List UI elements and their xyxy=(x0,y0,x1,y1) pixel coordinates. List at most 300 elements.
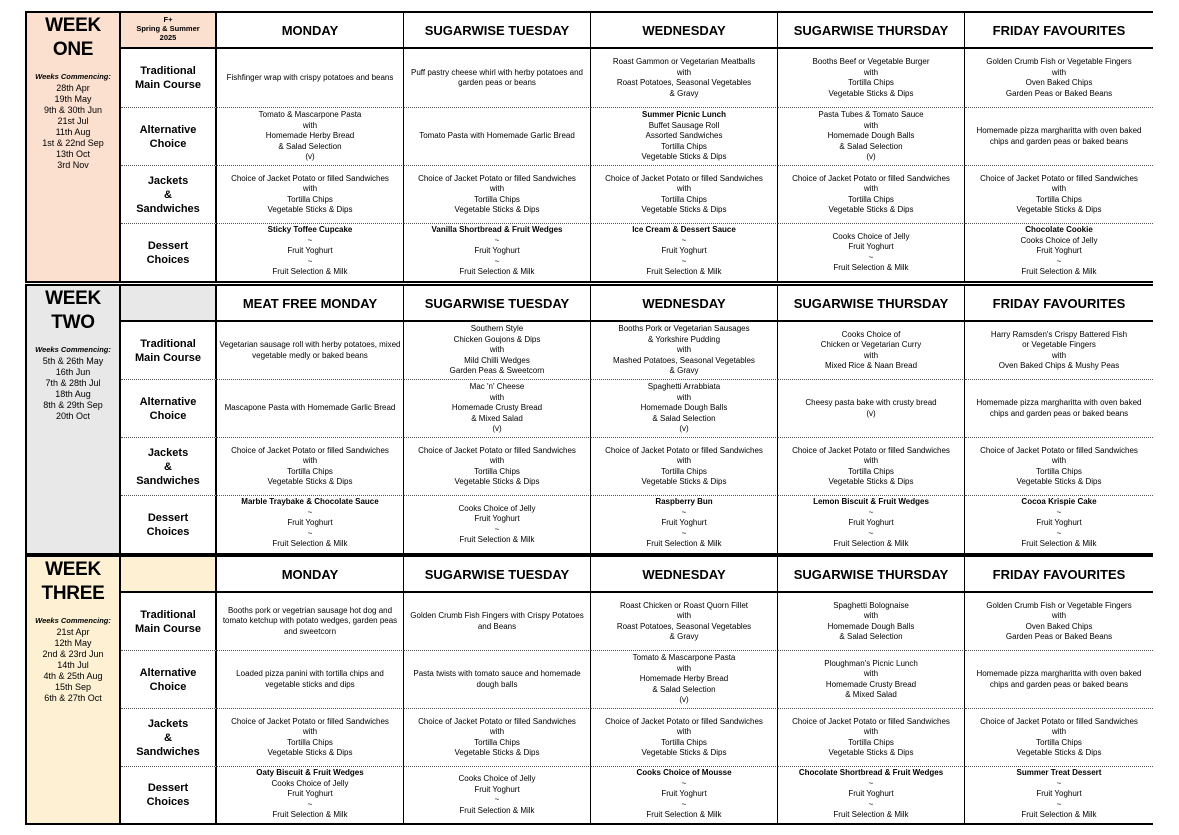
menu-line: Choice of Jacket Potato or filled Sandwiches xyxy=(980,716,1138,726)
menu-line: with xyxy=(863,67,879,77)
menu-cell xyxy=(217,438,404,496)
menu-line: Tomato & Mascarpone Pasta xyxy=(632,653,736,663)
menu-line: Tortilla Chips xyxy=(1036,466,1082,476)
menu-line: ~ xyxy=(681,235,687,245)
day-header: FRIDAY FAVOURITES xyxy=(965,557,1153,593)
menu-line: Mixed Rice & Naan Bread xyxy=(824,361,918,370)
menu-line: Loaded pizza panini with tortilla chips and vegetable sticks and dips xyxy=(236,669,384,689)
menu-line: Vegetable Sticks & Dips xyxy=(1016,748,1102,757)
menu-line: Cooks Choice of Jelly xyxy=(458,774,536,783)
menu-line: Chicken Goujons & Dips xyxy=(453,334,541,344)
menu-line: with xyxy=(1051,727,1067,736)
row-label-line: Sandwiches xyxy=(136,202,200,215)
menu-line: with xyxy=(302,120,318,130)
menu-cell xyxy=(965,593,1153,651)
menu-line: Pasta Tubes & Tomato Sauce xyxy=(818,110,924,120)
menu-line: (v) xyxy=(866,408,876,418)
weeks-commencing-label: Weeks Commencing: xyxy=(35,345,111,354)
menu-cell xyxy=(404,380,591,438)
menu-line: Pasta twists with tomato sauce and homemade dough balls xyxy=(413,669,581,689)
menu-line: Spaghetti Arrabbiata xyxy=(647,382,721,392)
menu-cell xyxy=(965,380,1153,438)
menu-line: ~ xyxy=(494,256,500,266)
menu-line: Fruit Yoghurt xyxy=(848,518,894,527)
menu-line: with xyxy=(863,456,879,465)
menu-line: Choice of Jacket Potato or filled Sandwiches xyxy=(418,716,576,726)
week-one-table xyxy=(25,11,1153,283)
menu-cell xyxy=(404,322,591,380)
menu-season-corner xyxy=(121,286,217,322)
menu-line: Tortilla Chips xyxy=(1036,737,1082,747)
menu-cell xyxy=(965,651,1153,709)
menu-line: Vegetarian sausage roll with herby potatoes, mixed vegetable medly or baked beans xyxy=(219,340,401,360)
commencing-dates xyxy=(27,356,119,422)
day-header: FRIDAY FAVOURITES xyxy=(965,286,1153,322)
menu-cell xyxy=(404,767,591,823)
menu-line: Ice Cream & Dessert Sauce xyxy=(632,225,736,234)
menu-line: Choice of Jacket Potato or filled Sandwiches xyxy=(980,173,1138,183)
day-header: SUGARWISE THURSDAY xyxy=(778,557,965,593)
menu-cell xyxy=(778,593,965,651)
menu-line: Homemade pizza margharitta with oven baked chips and garden peas or baked beans xyxy=(976,398,1142,418)
day-header: MEAT FREE MONDAY xyxy=(217,286,404,322)
menu-line: Vegetable Sticks & Dips xyxy=(1016,477,1102,486)
menu-line: Homemade Dough Balls xyxy=(640,403,728,413)
day-header: SUGARWISE TUESDAY xyxy=(404,13,591,49)
menu-line: Oven Baked Chips xyxy=(1025,621,1093,631)
menu-cell xyxy=(591,651,778,709)
season-label: 2025 xyxy=(159,33,177,42)
menu-cell xyxy=(778,108,965,166)
menu-line: Tortilla Chips xyxy=(661,194,707,204)
menu-line: Tortilla Chips xyxy=(661,141,707,151)
menu-line: Cooks Choice of Jelly xyxy=(271,778,349,788)
menu-line: Homemade Dough Balls xyxy=(827,621,915,631)
row-label xyxy=(121,767,217,823)
menu-line: Vegetable Sticks & Dips xyxy=(267,748,353,757)
menu-line: Fruit Selection & Milk xyxy=(459,805,535,815)
row-label-line: Dessert xyxy=(147,782,189,794)
menu-line: Fruit Selection & Milk xyxy=(833,539,909,548)
menu-line: Vegetable Sticks & Dips xyxy=(454,748,540,757)
commencing-date: 21st Apr xyxy=(56,627,90,637)
menu-line: Choice of Jacket Potato or filled Sandwiches xyxy=(605,445,763,455)
menu-cell xyxy=(965,496,1153,553)
menu-line: (v) xyxy=(679,424,689,434)
menu-line: with xyxy=(302,727,318,736)
menu-line: with xyxy=(1051,67,1067,77)
menu-line: Tortilla Chips xyxy=(848,737,894,747)
row-label-line: Choice xyxy=(149,680,187,693)
menu-line: Spaghetti Bolognaise xyxy=(833,600,909,610)
menu-cell xyxy=(591,767,778,823)
menu-cell xyxy=(217,593,404,651)
menu-line: Fruit Selection & Milk xyxy=(1021,267,1097,276)
menu-line: ~ xyxy=(681,507,687,517)
menu-cell xyxy=(778,322,965,380)
menu-line: ~ xyxy=(868,799,874,809)
menu-line: Vegetable Sticks & Dips xyxy=(828,205,914,214)
menu-line: Oven Baked Chips & Mushy Peas xyxy=(998,361,1120,370)
row-label xyxy=(121,322,217,380)
menu-line: Raspberry Bun xyxy=(655,497,713,506)
menu-cell xyxy=(404,496,591,553)
day-header: SUGARWISE TUESDAY xyxy=(404,557,591,593)
row-label-line: & xyxy=(164,460,172,473)
row-label-line: Jackets xyxy=(147,174,189,187)
menu-line: with xyxy=(676,727,692,736)
commencing-dates xyxy=(27,83,119,171)
commencing-date: 18th Aug xyxy=(55,389,91,399)
menu-cell xyxy=(778,709,965,767)
commencing-date: 16th Jun xyxy=(55,367,91,377)
menu-line: Tortilla Chips xyxy=(287,737,333,747)
menu-line: (v) xyxy=(866,152,876,162)
menu-line: ~ xyxy=(1056,799,1062,809)
menu-line: ~ xyxy=(1056,778,1062,788)
row-label-line: Main Course xyxy=(134,79,201,91)
menu-line: ~ xyxy=(868,507,874,517)
menu-line: Mac 'n' Cheese xyxy=(469,382,525,392)
commencing-date: 12th May xyxy=(54,638,92,648)
menu-line: Vegetable Sticks & Dips xyxy=(641,477,727,486)
menu-line: ~ xyxy=(681,778,687,788)
menu-line: with xyxy=(676,663,692,673)
menu-line: Cooks Choice of Jelly xyxy=(1020,235,1098,245)
week-title xyxy=(27,287,119,335)
menu-line: & Salad Selection xyxy=(839,632,903,641)
menu-line: ~ xyxy=(307,528,313,538)
menu-line: ~ xyxy=(681,799,687,809)
menu-line: Cheesy pasta bake with crusty bread xyxy=(805,398,937,407)
menu-cell xyxy=(591,438,778,496)
menu-cell xyxy=(778,438,965,496)
menu-line: Fruit Yoghurt xyxy=(287,518,333,527)
menu-line: ~ xyxy=(1056,507,1062,517)
menu-line: with xyxy=(489,345,505,355)
menu-cell xyxy=(404,709,591,767)
menu-line: Vegetable Sticks & Dips xyxy=(454,205,540,214)
menu-line: with xyxy=(489,727,505,736)
menu-line: Fruit Selection & Milk xyxy=(272,810,348,819)
menu-line: Vegetable Sticks & Dips xyxy=(267,477,353,486)
row-label xyxy=(121,166,217,224)
week-title-line: WEEK xyxy=(45,15,101,36)
menu-line: Tortilla Chips xyxy=(661,466,707,476)
menu-cell xyxy=(591,49,778,108)
menu-line: Choice of Jacket Potato or filled Sandwiches xyxy=(231,173,389,183)
row-label-line: Sandwiches xyxy=(136,745,200,758)
menu-line: Choice of Jacket Potato or filled Sandwiches xyxy=(231,716,389,726)
menu-line: Sticky Toffee Cupcake xyxy=(267,225,353,234)
menu-line: Tortilla Chips xyxy=(848,78,894,87)
commencing-date: 4th & 25th Aug xyxy=(43,671,103,681)
menu-cell xyxy=(404,166,591,224)
menu-line: Roast Gammon or Vegetarian Meatballs xyxy=(612,57,756,66)
menu-line: Booths pork or vegetrian sausage hot dog and tomato ketchup with potato wedges, garden peas and sweetcorn xyxy=(222,605,398,636)
menu-line: & Gravy xyxy=(669,632,699,641)
week-title-line: WEEK xyxy=(45,559,101,580)
commencing-dates xyxy=(27,627,119,704)
row-label xyxy=(121,709,217,767)
season-label: F+ xyxy=(163,15,173,24)
week-three-table xyxy=(25,555,1153,825)
menu-line: ~ xyxy=(868,252,874,262)
menu-line: Fruit Yoghurt xyxy=(287,789,333,798)
menu-line: Fruit Selection & Milk xyxy=(272,267,348,276)
menu-cell xyxy=(778,224,965,281)
menu-line: Vegetable Sticks & Dips xyxy=(1016,205,1102,214)
row-label xyxy=(121,49,217,108)
weeks-commencing-label: Weeks Commencing: xyxy=(35,616,111,625)
menu-line: Fruit Yoghurt xyxy=(287,246,333,255)
menu-cell xyxy=(778,380,965,438)
menu-line: Choice of Jacket Potato or filled Sandwiches xyxy=(792,445,950,455)
row-label-line: Traditional xyxy=(140,337,196,350)
menu-line: Fruit Selection & Milk xyxy=(833,263,909,272)
menu-line: ~ xyxy=(1056,528,1062,538)
week-title-line: ONE xyxy=(52,39,94,60)
menu-line: & Salad Selection xyxy=(278,141,342,151)
menu-line: (v) xyxy=(679,695,689,705)
menu-cell xyxy=(591,593,778,651)
menu-line: Vegetable Sticks & Dips xyxy=(641,205,727,214)
row-label-line: Choices xyxy=(146,253,190,266)
menu-cell xyxy=(217,651,404,709)
week-title-line: THREE xyxy=(41,583,105,604)
menu-line: Choice of Jacket Potato or filled Sandwiches xyxy=(605,173,763,183)
menu-line: with xyxy=(489,184,505,193)
menu-line: Roast Potatoes, Seasonal Vegetables xyxy=(616,621,752,631)
menu-line: Homemade pizza margharitta with oven baked chips and garden peas or baked beans xyxy=(976,126,1142,146)
day-header: WEDNESDAY xyxy=(591,13,778,49)
menu-line: Fruit Selection & Milk xyxy=(646,267,722,276)
menu-line: Fruit Selection & Milk xyxy=(646,539,722,548)
row-label-line: Dessert xyxy=(147,511,189,524)
row-label xyxy=(121,224,217,281)
menu-line: Vegetable Sticks & Dips xyxy=(828,88,914,98)
menu-line: with xyxy=(863,120,879,130)
day-header: SUGARWISE THURSDAY xyxy=(778,13,965,49)
menu-line: Tortilla Chips xyxy=(474,194,520,204)
menu-line: Fruit Yoghurt xyxy=(1036,246,1082,255)
row-label-line: Choices xyxy=(146,796,190,808)
menu-line: Choice of Jacket Potato or filled Sandwiches xyxy=(605,716,763,726)
menu-line: (v) xyxy=(305,152,315,162)
menu-line: with xyxy=(863,184,879,193)
menu-cell xyxy=(591,709,778,767)
menu-line: Fruit Yoghurt xyxy=(848,242,894,251)
menu-cell xyxy=(778,496,965,553)
menu-cell xyxy=(965,166,1153,224)
menu-cell xyxy=(965,49,1153,108)
commencing-date: 3rd Nov xyxy=(57,160,89,170)
menu-cell xyxy=(965,709,1153,767)
menu-line: Summer Treat Dessert xyxy=(1016,768,1102,777)
menu-line: Puff pastry cheese whirl with herby potatoes and garden peas or beans xyxy=(411,67,583,87)
menu-line: Homemade Herby Bread xyxy=(639,674,729,684)
menu-line: Tortilla Chips xyxy=(848,466,894,476)
menu-line: Assorted Sandwiches xyxy=(645,131,723,141)
menu-cell xyxy=(778,166,965,224)
menu-line: with xyxy=(1051,456,1067,465)
menu-line: Tortilla Chips xyxy=(287,194,333,204)
menu-cell xyxy=(404,651,591,709)
menu-line: ~ xyxy=(681,528,687,538)
menu-line: with xyxy=(489,456,505,465)
menu-line: Tomato & Mascarpone Pasta xyxy=(258,110,362,120)
menu-line: & Mixed Salad xyxy=(845,690,897,699)
menu-line: with xyxy=(863,350,879,360)
menu-line: Booths Beef or Vegetable Burger xyxy=(812,57,930,66)
menu-season-corner xyxy=(121,13,217,49)
season-label: Spring & Summer xyxy=(136,24,200,33)
menu-line: Tortilla Chips xyxy=(474,466,520,476)
menu-line: Choice of Jacket Potato or filled Sandwiches xyxy=(792,716,950,726)
menu-line: Chocolate Cookie xyxy=(1025,225,1093,234)
menu-line: Homemade Crusty Bread xyxy=(451,403,543,413)
menu-line: Choice of Jacket Potato or filled Sandwiches xyxy=(980,445,1138,455)
menu-line: ~ xyxy=(307,256,313,266)
menu-line: with xyxy=(676,67,692,77)
menu-cell xyxy=(965,767,1153,823)
menu-cell xyxy=(965,224,1153,281)
menu-line: Homemade Dough Balls xyxy=(827,131,915,141)
menu-line: Roast Potatoes, Seasonal Vegetables xyxy=(616,78,752,87)
menu-line: Tortilla Chips xyxy=(661,737,707,747)
menu-line: Golden Crumb Fish or Vegetable Fingers xyxy=(986,600,1132,610)
menu-line: or Vegetable Fingers xyxy=(1022,340,1096,349)
menu-line: Fruit Yoghurt xyxy=(474,246,520,255)
menu-line: with xyxy=(1051,350,1067,360)
menu-cell xyxy=(591,108,778,166)
menu-cell xyxy=(965,322,1153,380)
week-side-panel xyxy=(27,557,121,823)
day-header: FRIDAY FAVOURITES xyxy=(965,13,1153,49)
menu-line: Southern Style xyxy=(470,324,524,334)
row-label-line: Sandwiches xyxy=(136,474,200,487)
row-label-line: Choice xyxy=(149,409,187,422)
menu-line: with xyxy=(302,456,318,465)
menu-line: Fruit Selection & Milk xyxy=(272,539,348,548)
menu-line: & Yorkshire Pudding xyxy=(647,334,721,344)
weeks-commencing-label: Weeks Commencing: xyxy=(35,72,111,81)
commencing-date: 9th & 30th Jun xyxy=(43,105,103,115)
menu-line: ~ xyxy=(868,778,874,788)
menu-line: Tomato Pasta with Homemade Garlic Bread xyxy=(419,131,575,141)
menu-line: Vanilla Shortbread & Fruit Wedges xyxy=(431,225,563,234)
menu-line: Homemade Herby Bread xyxy=(265,131,355,141)
menu-line: Fishfinger wrap with crispy potatoes and beans xyxy=(226,72,394,82)
menu-line: Fruit Yoghurt xyxy=(474,514,520,523)
menu-line: Vegetable Sticks & Dips xyxy=(828,748,914,757)
menu-cell xyxy=(217,380,404,438)
commencing-date: 1st & 22nd Sep xyxy=(42,138,104,148)
menu-line: with xyxy=(302,184,318,193)
menu-line: Mild Chilli Wedges xyxy=(464,355,530,365)
menu-line: & Salad Selection xyxy=(652,413,716,423)
menu-line: & Gravy xyxy=(669,88,699,98)
menu-line: Oaty Biscuit & Fruit Wedges xyxy=(256,768,364,777)
menu-cell xyxy=(217,49,404,108)
week-two-table xyxy=(25,284,1153,555)
day-header: MONDAY xyxy=(217,557,404,593)
menu-line: Choice of Jacket Potato or filled Sandwiches xyxy=(418,173,576,183)
menu-line: with xyxy=(1051,611,1067,620)
row-label-line: Alternative xyxy=(139,395,197,408)
menu-cell xyxy=(591,496,778,553)
menu-line: Tortilla Chips xyxy=(287,466,333,476)
menu-line: & Mixed Salad xyxy=(471,413,523,423)
week-side-panel xyxy=(27,13,121,281)
row-label-line: Main Course xyxy=(134,622,201,635)
menu-line: Cooks Choice of xyxy=(841,329,901,339)
menu-line: ~ xyxy=(1056,256,1062,266)
menu-line: & Gravy xyxy=(669,366,699,376)
row-label-line: Jackets xyxy=(147,446,189,459)
menu-line: Garden Peas or Baked Beans xyxy=(1005,632,1113,641)
menu-line: Fruit Yoghurt xyxy=(1036,518,1082,527)
row-label-line: Traditional xyxy=(140,608,196,621)
day-header: MONDAY xyxy=(217,13,404,49)
menu-line: ~ xyxy=(868,528,874,538)
menu-line: Marble Traybake & Chocolate Sauce xyxy=(241,497,379,506)
menu-line: & Salad Selection xyxy=(839,141,903,151)
menu-line: Fruit Yoghurt xyxy=(661,789,707,798)
menu-line: Buffet Sausage Roll xyxy=(648,120,720,130)
menu-line: ~ xyxy=(307,507,313,517)
commencing-date: 8th & 29th Sep xyxy=(43,400,103,410)
menu-cell xyxy=(778,767,965,823)
row-label-line: Jackets xyxy=(147,717,189,730)
day-header: SUGARWISE TUESDAY xyxy=(404,286,591,322)
menu-line: with xyxy=(863,611,879,620)
menu-line: Fruit Selection & Milk xyxy=(459,535,535,544)
menu-line: Fruit Yoghurt xyxy=(474,784,520,794)
week-title xyxy=(27,14,119,62)
day-header: WEDNESDAY xyxy=(591,286,778,322)
menu-line: Choice of Jacket Potato or filled Sandwiches xyxy=(418,445,576,455)
commencing-date: 28th Apr xyxy=(56,83,90,93)
week-side-panel xyxy=(27,286,121,553)
week-title-line: TWO xyxy=(51,312,95,333)
menu-line: with xyxy=(489,392,505,402)
menu-line: Homemade Crusty Bread xyxy=(825,679,917,689)
menu-cell xyxy=(965,438,1153,496)
menu-line: with xyxy=(863,669,879,678)
menu-line: Garden Peas or Baked Beans xyxy=(1005,88,1113,98)
row-label-line: Choice xyxy=(149,137,187,150)
menu-line: Vegetable Sticks & Dips xyxy=(641,748,727,757)
menu-line: ~ xyxy=(681,256,687,266)
menu-line: with xyxy=(676,184,692,193)
menu-line: Golden Crumb Fish Fingers with Crispy Potatoes and Beans xyxy=(410,611,584,631)
menu-line: Fruit Yoghurt xyxy=(1036,789,1082,798)
menu-cell xyxy=(217,496,404,553)
menu-cell xyxy=(591,224,778,281)
day-header: SUGARWISE THURSDAY xyxy=(778,286,965,322)
row-label-line: Alternative xyxy=(139,123,197,136)
menu-line: Cocoa Krispie Cake xyxy=(1021,497,1097,506)
menu-line: Harry Ramsden's Crispy Battered Fish xyxy=(990,329,1128,339)
menu-cell xyxy=(591,166,778,224)
menu-line: ~ xyxy=(494,524,500,534)
commencing-date: 11th Aug xyxy=(55,127,91,137)
menu-line: Booths Pork or Vegetarian Sausages xyxy=(618,324,750,334)
commencing-date: 20th Oct xyxy=(55,411,91,421)
commencing-date: 14th Jul xyxy=(57,660,89,670)
menu-line: Roast Chicken or Roast Quorn Fillet xyxy=(619,600,749,610)
